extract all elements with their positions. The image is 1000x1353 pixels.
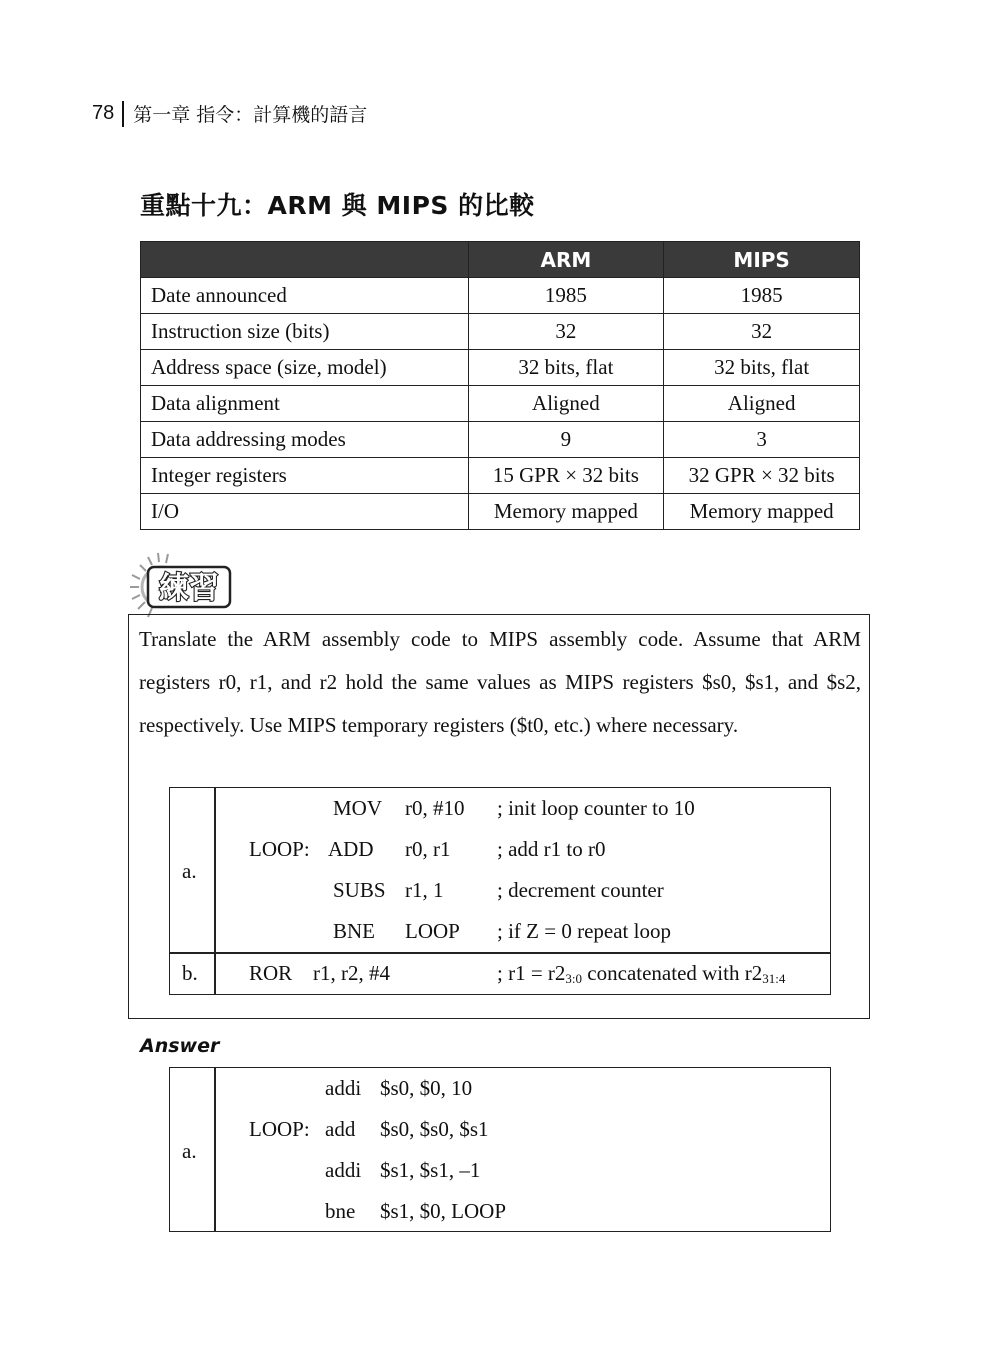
table-row <box>141 386 860 422</box>
code-args: LOOP <box>405 919 460 943</box>
code-op: bne <box>325 1199 356 1223</box>
comparison-table <box>140 241 860 530</box>
code-args: $s0, $0, 10 <box>380 1076 473 1100</box>
running-header <box>92 100 367 127</box>
mips-value: 3 <box>664 422 860 458</box>
bit-range-subscript: 31:4 <box>762 971 786 986</box>
header-divider <box>122 101 124 127</box>
arm-value: Memory mapped <box>468 494 664 530</box>
row-label: I/O <box>141 494 469 530</box>
table-header-row <box>141 242 860 278</box>
section-title: 重點十九：ARM 與 MIPS 的比較 <box>140 191 535 220</box>
mips-value: Aligned <box>664 386 860 422</box>
table-row <box>141 494 860 530</box>
arm-value: 32 <box>468 314 664 350</box>
column-divider <box>214 788 216 994</box>
table-row <box>141 350 860 386</box>
arm-value: 15 GPR × 32 bits <box>468 458 664 494</box>
table-header-cell <box>141 242 469 278</box>
code-comment <box>497 961 785 987</box>
part-a-label: a. <box>182 859 197 883</box>
code-comment: ; decrement counter <box>497 878 664 902</box>
arm-value: 32 bits, flat <box>468 350 664 386</box>
comment-part: ; r1 = r2 <box>497 961 566 985</box>
code-args: r1, r2, #4 <box>313 961 390 985</box>
row-label: Address space (size, model) <box>141 350 469 386</box>
row-divider <box>170 952 830 954</box>
code-args: r0, #10 <box>405 796 465 820</box>
exercise-code-table <box>169 787 831 995</box>
table-row <box>141 314 860 350</box>
answer-code-table <box>169 1067 831 1232</box>
exercise-logo <box>126 545 236 625</box>
code-args: $s1, $s1, –1 <box>380 1158 481 1182</box>
row-label: Instruction size (bits) <box>141 314 469 350</box>
code-op: ROR <box>249 961 293 985</box>
code-comment: ; add r1 to r0 <box>497 837 606 861</box>
code-op: ADD <box>328 837 374 861</box>
code-args: $s1, $0, LOOP <box>380 1199 507 1223</box>
code-comment: ; if Z = 0 repeat loop <box>497 919 671 943</box>
bit-range-subscript: 3:0 <box>565 971 583 986</box>
arm-value: 9 <box>468 422 664 458</box>
arm-value: 1985 <box>468 278 664 314</box>
code-args: $s0, $s0, $s1 <box>380 1117 489 1141</box>
table-row <box>141 278 860 314</box>
exercise-prompt: Translate the ARM assembly code to MIPS assembly code. Assume that ARM registers r0, r1, and r2 hold the same values as MIPS registers $s0, $s1, and $s2, respectively. Use MIPS temporary registers ($t0, etc.) where necessary. <box>139 627 861 737</box>
comment-part: concatenated with r2 <box>582 961 763 985</box>
answer-heading: Answer <box>140 1035 220 1057</box>
part-b-label: b. <box>182 961 198 985</box>
page-number: 78 <box>92 102 115 124</box>
table-header-cell: ARM <box>468 242 664 278</box>
mips-value: 1985 <box>664 278 860 314</box>
column-divider <box>214 1068 216 1231</box>
code-op: addi <box>325 1076 362 1100</box>
code-comment: ; init loop counter to 10 <box>497 796 695 820</box>
code-args: r1, 1 <box>405 878 444 902</box>
part-a-label: a. <box>182 1139 197 1163</box>
mips-value: 32 <box>664 314 860 350</box>
arm-value: Aligned <box>468 386 664 422</box>
mips-value: 32 bits, flat <box>664 350 860 386</box>
code-label: LOOP: <box>249 1117 310 1141</box>
code-op: add <box>325 1117 356 1141</box>
mips-value: Memory mapped <box>664 494 860 530</box>
code-op: SUBS <box>333 878 386 902</box>
exercise-logo-text: 練習 <box>159 571 219 606</box>
row-label: Date announced <box>141 278 469 314</box>
chapter-title: 第一章 指令：計算機的語言 <box>133 104 368 126</box>
code-label: LOOP: <box>249 837 310 861</box>
code-op: MOV <box>333 796 383 820</box>
row-label: Data addressing modes <box>141 422 469 458</box>
row-label: Integer registers <box>141 458 469 494</box>
code-op: addi <box>325 1158 362 1182</box>
mips-value: 32 GPR × 32 bits <box>664 458 860 494</box>
row-label: Data alignment <box>141 386 469 422</box>
table-header-cell: MIPS <box>664 242 860 278</box>
code-op: BNE <box>333 919 375 943</box>
table-row <box>141 458 860 494</box>
table-row <box>141 422 860 458</box>
code-args: r0, r1 <box>405 837 451 861</box>
